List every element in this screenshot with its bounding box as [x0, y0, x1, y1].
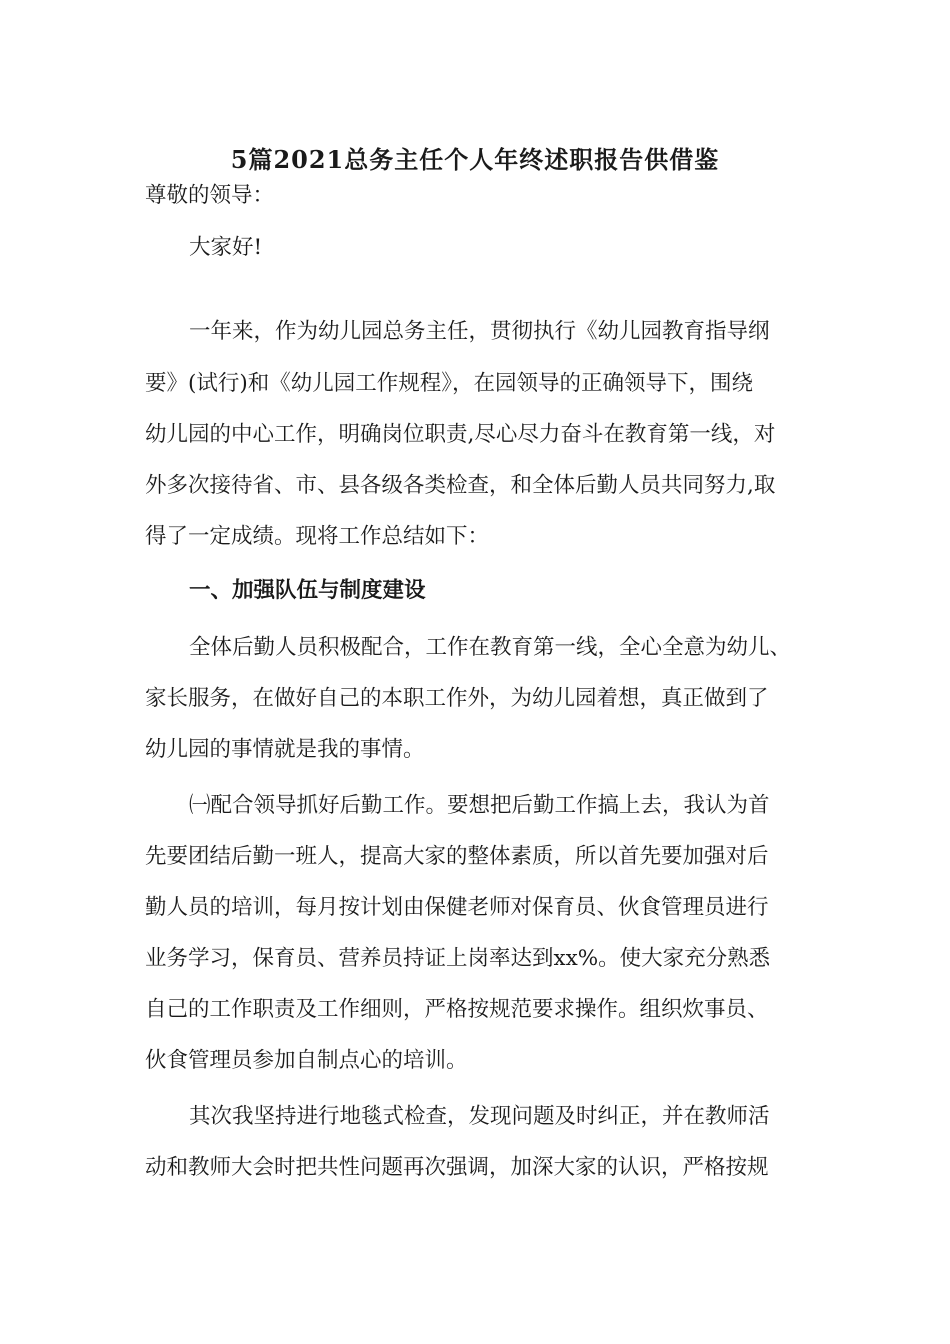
body-line: ㈠配合领导抓好后勤工作。要想把后勤工作搞上去，我认为首 — [189, 793, 770, 818]
body-line: 自己的工作职责及工作细则，严格按规范要求操作。组织炊事员、 — [145, 997, 769, 1022]
section-heading: 一、加强队伍与制度建设 — [189, 578, 426, 603]
body-line: 家长服务，在做好自己的本职工作外，为幼儿园着想，真正做到了 — [145, 686, 769, 711]
intro-line: 幼儿园的中心工作，明确岗位职责,尽心尽力奋斗在教育第一线，对 — [145, 422, 776, 447]
body-line: 先要团结后勤一班人，提高大家的整体素质，所以首先要加强对后 — [145, 844, 769, 869]
intro-line: 一年来，作为幼儿园总务主任，贯彻执行《幼儿园教育指导纲 — [189, 319, 770, 344]
body-line: 全体后勤人员积极配合，工作在教育第一线，全心全意为幼儿、 — [189, 635, 792, 660]
body-line: 其次我坚持进行地毯式检查，发现问题及时纠正，并在教师活 — [189, 1104, 770, 1129]
body-line: 幼儿园的事情就是我的事情。 — [145, 737, 425, 762]
document-title: 5篇2021总务主任个人年终述职报告供借鉴 — [230, 145, 720, 174]
body-line: 动和教师大会时把共性问题再次强调，加深大家的认识，严格按规 — [145, 1155, 769, 1180]
greeting: 大家好! — [189, 235, 263, 260]
intro-line: 要》(试行)和《幼儿园工作规程》，在园领导的正确领导下，围绕 — [145, 371, 754, 396]
intro-line: 得了一定成绩。现将工作总结如下： — [145, 524, 490, 549]
body-line: 勤人员的培训，每月按计划由保健老师对保育员、伙食管理员进行 — [145, 895, 769, 920]
body-line: 业务学习，保育员、营养员持证上岗率达到xx%。使大家充分熟悉 — [145, 946, 771, 971]
salutation: 尊敬的领导： — [145, 183, 275, 208]
intro-line: 外多次接待省、市、县各级各类检查，和全体后勤人员共同努力,取 — [145, 473, 776, 498]
body-line: 伙食管理员参加自制点心的培训。 — [145, 1048, 468, 1073]
